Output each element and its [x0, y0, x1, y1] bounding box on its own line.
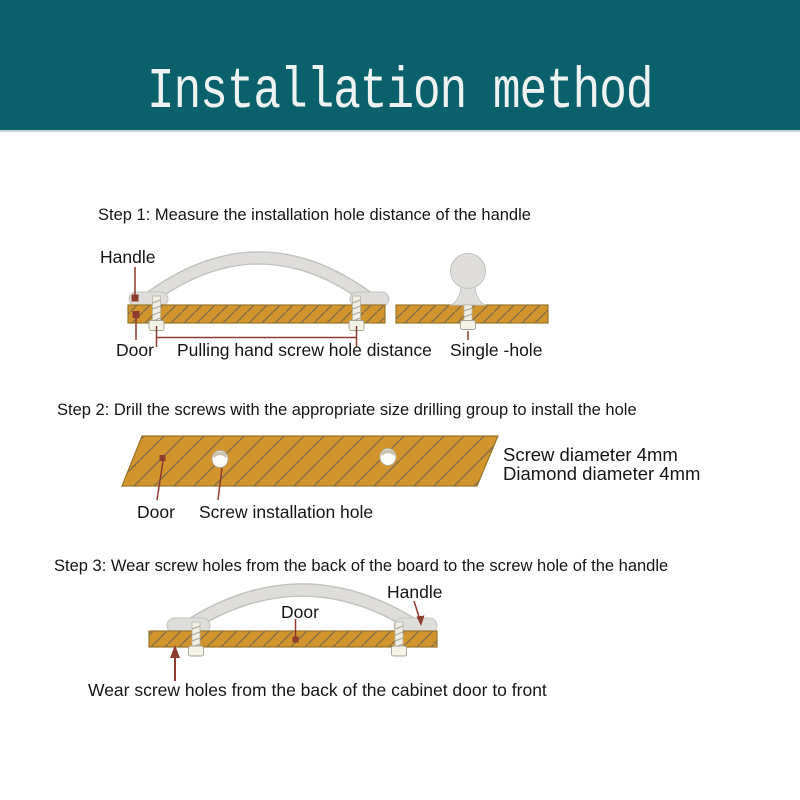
step2-title: Step 2: Drill the screws with the appropriate size drilling group to install the hole	[57, 401, 637, 419]
step3-handle-label: Handle	[387, 582, 443, 602]
step2-door-label: Door	[137, 502, 175, 522]
step1-title: Step 1: Measure the installation hole distance of the handle	[98, 206, 531, 224]
header-banner	[0, 0, 800, 132]
handle-pointer-line	[132, 267, 139, 302]
step1-door-label: Door	[116, 340, 154, 360]
step2-diamond-diameter-note: Diamond diameter 4mm	[503, 463, 701, 484]
step3-title: Step 3: Wear screw holes from the back of the board to the screw hole of the handle	[54, 557, 669, 575]
door-board-left	[128, 305, 385, 323]
step2-screw-hole-label: Screw installation hole	[199, 502, 374, 522]
handle-illustration	[129, 258, 389, 306]
step1-handle-label: Handle	[100, 247, 156, 267]
drilled-hole-left	[212, 451, 228, 468]
step2-screw-diameter-note: Screw diameter 4mm	[503, 444, 678, 465]
step1-distance-label: Pulling hand screw hole distance	[177, 340, 432, 360]
page-title: Installation method	[147, 59, 653, 125]
door-pointer-line	[133, 311, 140, 340]
step3-note: Wear screw holes from the back of the cabinet door to front	[88, 680, 547, 700]
drilled-hole-right	[380, 449, 396, 466]
step1-single-hole-label: Single -hole	[450, 340, 543, 360]
door-board-slanted	[122, 436, 498, 486]
step3-door-label: Door	[281, 602, 319, 622]
knob-illustration	[451, 254, 486, 306]
back-insert-arrow	[170, 645, 180, 681]
